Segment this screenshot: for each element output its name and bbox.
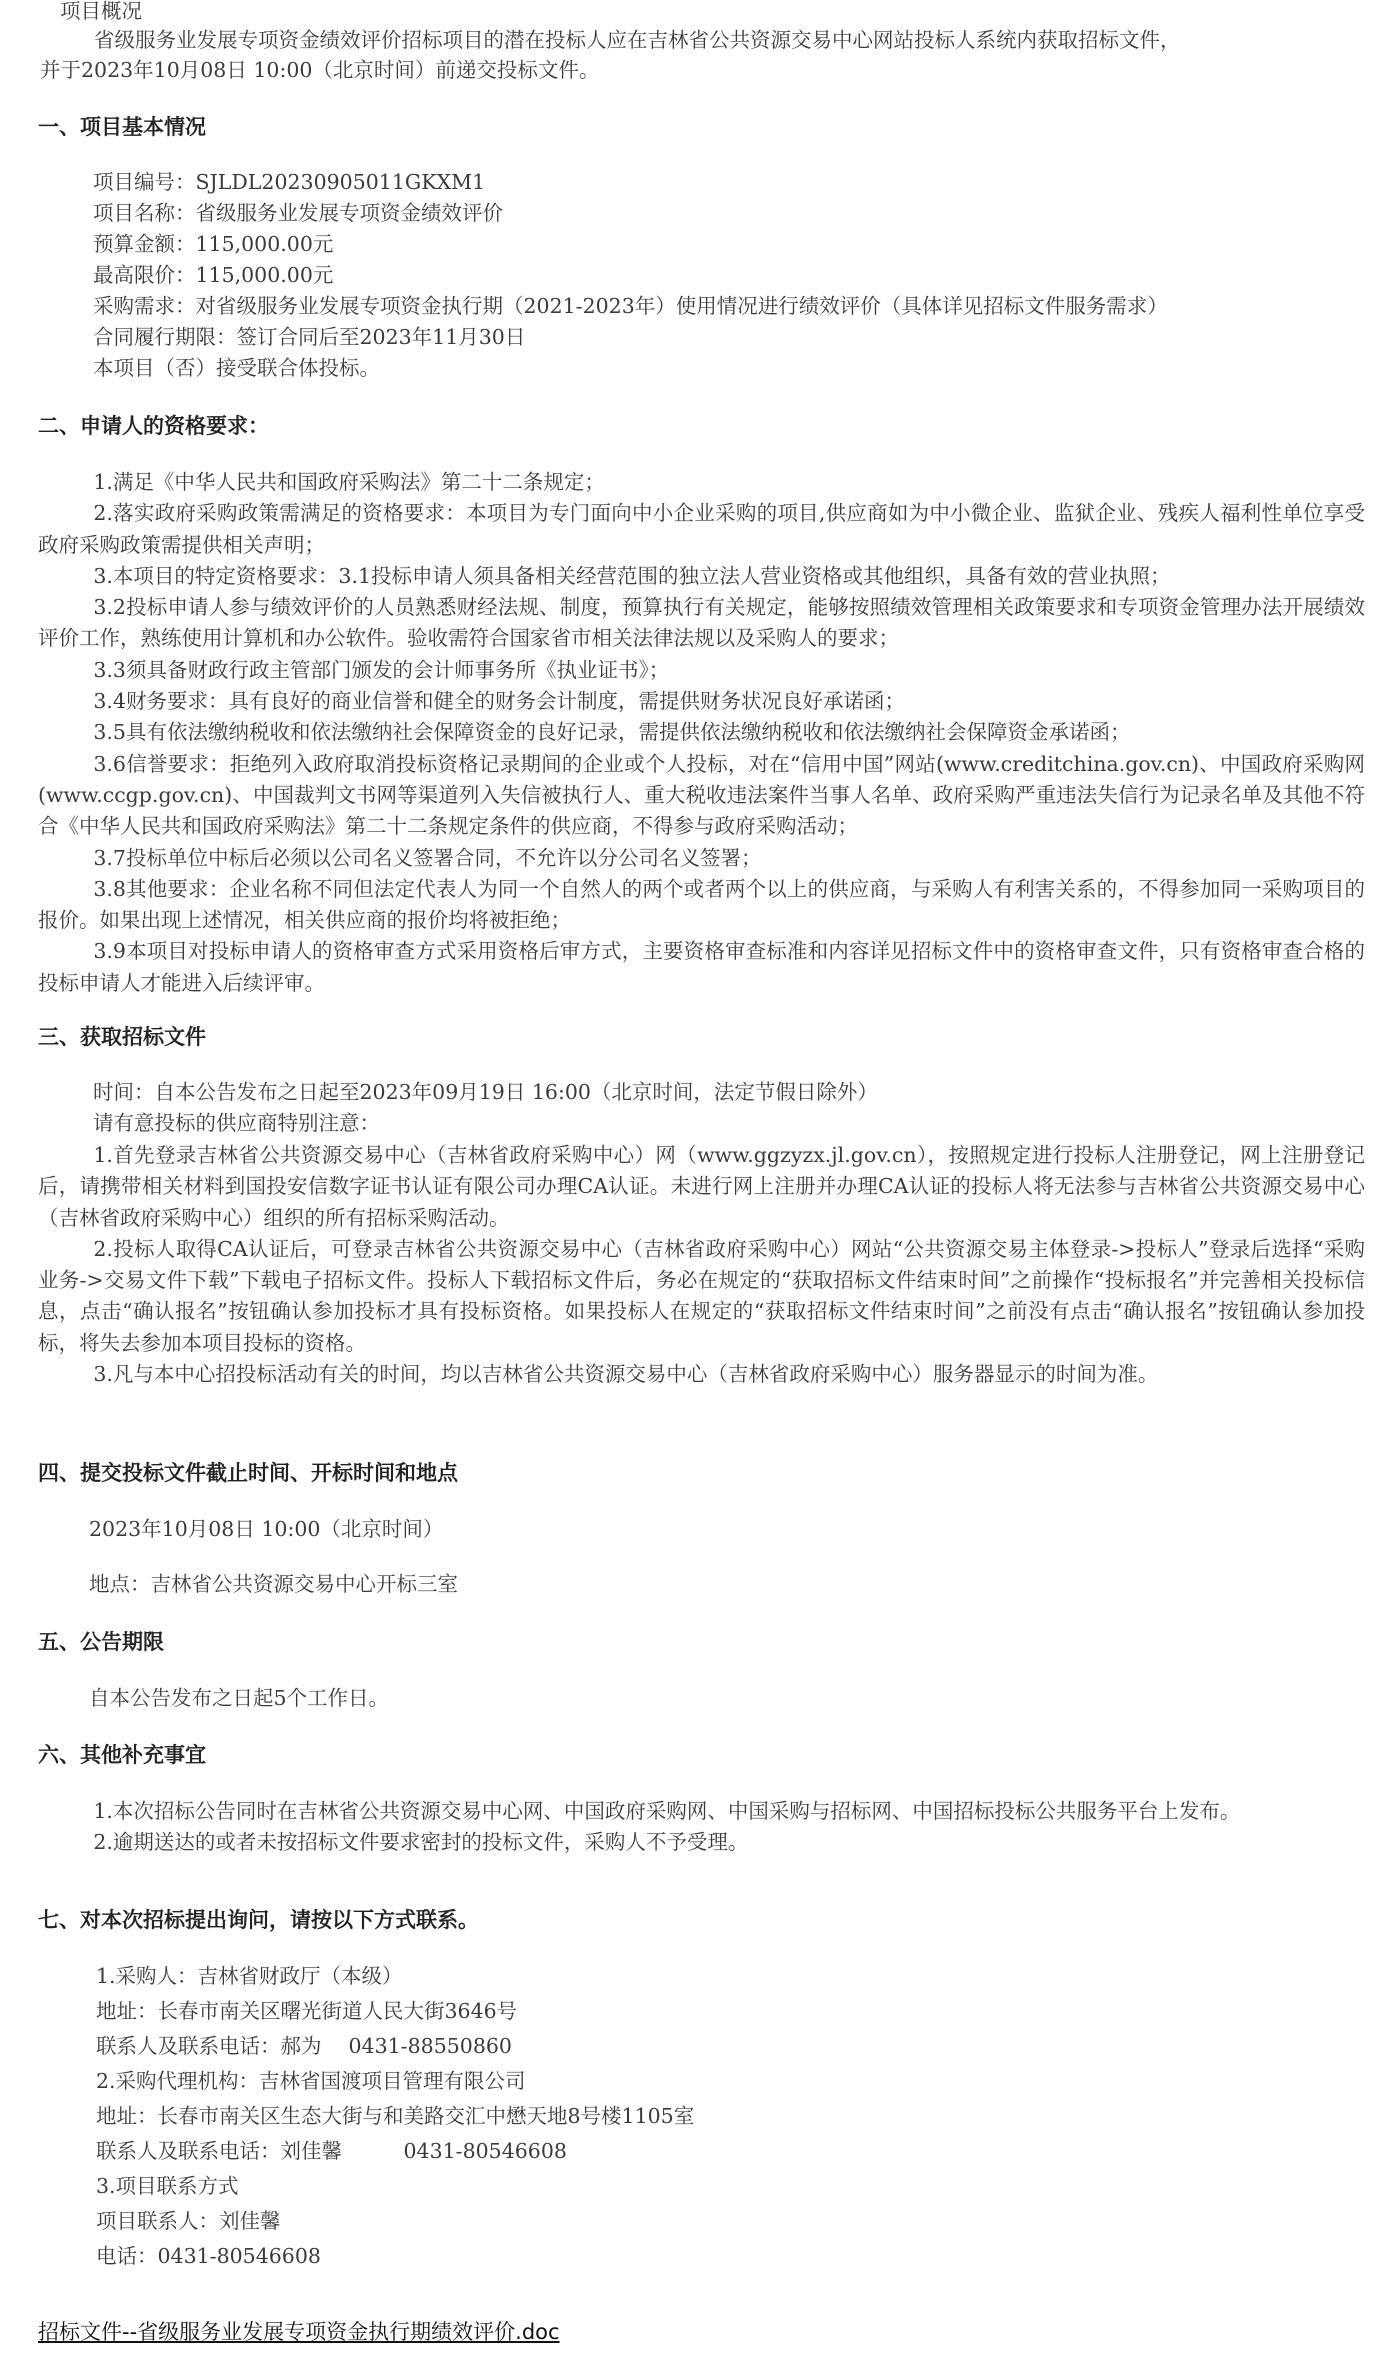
qualification-item: 3.4财务要求：具有良好的商业信誉和健全的财务会计制度，需提供财务状况良好承诺函； <box>93 689 905 714</box>
qualification-list <box>38 467 1365 999</box>
supplementary-list <box>38 1796 1365 1859</box>
project-contact-title: 3.项目联系方式 <box>96 2174 239 2198</box>
deadline-time: 2023年10月08日 10:00（北京时间） <box>89 1517 444 1541</box>
purchaser-contact: 联系人及联系电话：郝为 0431-88550860 <box>96 2034 512 2058</box>
overview-text-line-1: 省级服务业发展专项资金绩效评价招标项目的潜在投标人应在吉林省公共资源交易中心网站投标人系统内获取招标文件， <box>94 28 1181 52</box>
attachment-download-link[interactable]: 招标文件--省级服务业发展专项资金执行期绩效评价.doc <box>38 2320 560 2344</box>
section-1-heading: 一、项目基本情况 <box>38 115 206 139</box>
project-contact-phone: 电话：0431-80546608 <box>96 2244 321 2268</box>
section-7-heading: 七、对本次招标提出询问，请按以下方式联系。 <box>38 1908 479 1932</box>
section-5-heading: 五、公告期限 <box>38 1630 164 1654</box>
supplier-notice: 请有意投标的供应商特别注意： <box>93 1111 380 1135</box>
agency: 2.采购代理机构：吉林省国渡项目管理有限公司 <box>96 2069 526 2093</box>
obtain-item: 3.凡与本中心招投标活动有关的时间，均以吉林省公共资源交易中心（吉林省政府采购中心）服务器显示的时间为准。 <box>93 1362 1159 1387</box>
consortium-note: 本项目（否）接受联合体投标。 <box>93 356 380 380</box>
supplementary-item: 2.逾期送达的或者未按招标文件要求密封的投标文件，采购人不予受理。 <box>93 1830 749 1855</box>
section-2-heading: 二、申请人的资格要求： <box>38 414 269 438</box>
qualification-item: 3.5具有依法缴纳税收和依法缴纳社会保障资金的良好记录，需提供依法缴纳税收和依法缴纳社会保障资金承诺函； <box>93 720 1131 745</box>
qualification-item: 3.2投标申请人参与绩效评价的人员熟悉财经法规、制度，预算执行有关规定，能够按照绩效管理相关政策要求和专项资金管理办法开展绩效评价工作，熟练使用计算机和办公软件。验收需符合国家省市相关法律法规以及采购人的要求； <box>38 595 1365 651</box>
purchaser-address: 地址：长春市南关区曙光街道人民大街3646号 <box>96 1999 518 2023</box>
qualification-item: 3.6信誉要求：拒绝列入政府取消投标资格记录期间的企业或个人投标，对在“信用中国”网站(www.creditchina.gov.cn)、中国政府采购网(www.ccgp.gov.cn)、中国裁判文书网等渠道列入失信被执行人、重大税收违法案件当事人名单、政府采购严重违法失信行为记录名单及其他不符合《中华人民共和国政府采购法》第二十二条规定条件的供应商，不得参与政府采购活动； <box>38 751 1365 839</box>
qualification-item: 3.3须具备财政行政主管部门颁发的会计师事务所《执业证书》； <box>93 657 670 682</box>
overview-title: 项目概况 <box>60 0 142 23</box>
supplementary-item: 1.本次招标公告同时在吉林省公共资源交易中心网、中国政府采购网、中国采购与招标网、中国招标投标公共服务平台上发布。 <box>93 1799 1241 1823</box>
section-3-heading: 三、获取招标文件 <box>38 1025 206 1049</box>
project-number: 项目编号：SJLDL20230905011GKXM1 <box>93 170 486 194</box>
qualification-item: 2.落实政府采购政策需满足的资格要求：本项目为专门面向中小企业采购的项目,供应商如为中小微企业、监狱企业、残疾人福利性单位享受政府采购政策需提供相关声明； <box>38 501 1365 557</box>
qualification-item: 1.满足《中华人民共和国政府采购法》第二十二条规定； <box>93 470 605 494</box>
purchaser: 1.采购人：吉林省财政厅（本级） <box>96 1964 403 1988</box>
max-price: 最高限价：115,000.00元 <box>93 263 334 287</box>
overview-text-line-2: 并于2023年10月08日 10:00（北京时间）前递交投标文件。 <box>40 58 600 82</box>
procurement-requirement: 采购需求：对省级服务业发展专项资金执行期（2021-2023年）使用情况进行绩效评价（具体详见招标文件服务需求） <box>93 294 1168 318</box>
project-contact-person: 项目联系人：刘佳馨 <box>96 2209 281 2233</box>
qualification-item: 3.9本项目对投标申请人的资格审查方式采用资格后审方式，主要资格审查标准和内容详见招标文件中的资格审查文件，只有资格审查合格的投标申请人才能进入后续评审。 <box>38 939 1365 995</box>
opening-place: 地点：吉林省公共资源交易中心开标三室 <box>89 1572 458 1596</box>
section-6-heading: 六、其他补充事宜 <box>38 1743 206 1767</box>
obtain-item: 2.投标人取得CA认证后，可登录吉林省公共资源交易中心（吉林省政府采购中心）网站“公共资源交易主体登录->投标人”登录后选择“采购业务->交易文件下载”下载电子招标文件。投标人下载招标文件后，务必在规定的“获取招标文件结束时间”之前操作“投标报名”并完善相关投标信息，点击“确认报名”按钮确认参加投标才具有投标资格。如果投标人在规定的“获取招标文件结束时间”之前没有点击“确认报名”按钮确认参加投标，将失去参加本项目投标的资格。 <box>38 1236 1365 1355</box>
announcement-period: 自本公告发布之日起5个工作日。 <box>89 1686 390 1710</box>
qualification-item: 3.7投标单位中标后必须以公司名义签署合同，不允许以分公司名义签署； <box>93 845 762 870</box>
project-name: 项目名称：省级服务业发展专项资金绩效评价 <box>93 201 503 225</box>
obtain-time: 时间：自本公告发布之日起至2023年09月19日 16:00（北京时间，法定节假日除外） <box>93 1080 878 1104</box>
qualification-item: 3.8其他要求：企业名称不同但法定代表人为同一个自然人的两个或者两个以上的供应商，与采购人有利害关系的，不得参加同一采购项目的报价。如果出现上述情况，相关供应商的报价均将被拒绝； <box>38 876 1365 933</box>
contract-period: 合同履行期限：签订合同后至2023年11月30日 <box>93 325 526 349</box>
agency-contact: 联系人及联系电话：刘佳馨 0431-80546608 <box>96 2139 567 2163</box>
section-4-heading: 四、提交投标文件截止时间、开标时间和地点 <box>38 1461 458 1485</box>
obtain-instructions <box>38 1140 1365 1390</box>
qualification-item: 3.本项目的特定资格要求：3.1投标申请人须具备相关经营范围的独立法人营业资格或其他组织，具备有效的营业执照； <box>93 563 1171 588</box>
budget-amount: 预算金额：115,000.00元 <box>93 232 334 256</box>
obtain-item: 1.首先登录吉林省公共资源交易中心（吉林省政府采购中心）网（www.ggzyzx.jl.gov.cn），按照规定进行投标人注册登记，网上注册登记后，请携带相关材料到国投安信数字证书认证有限公司办理CA认证。未进行网上注册并办理CA认证的投标人将无法参与吉林省公共资源交易中心（吉林省政府采购中心）组织的所有招标采购活动。 <box>38 1143 1365 1230</box>
agency-address: 地址：长春市南关区生态大街与和美路交汇中懋天地8号楼1105室 <box>96 2104 695 2128</box>
